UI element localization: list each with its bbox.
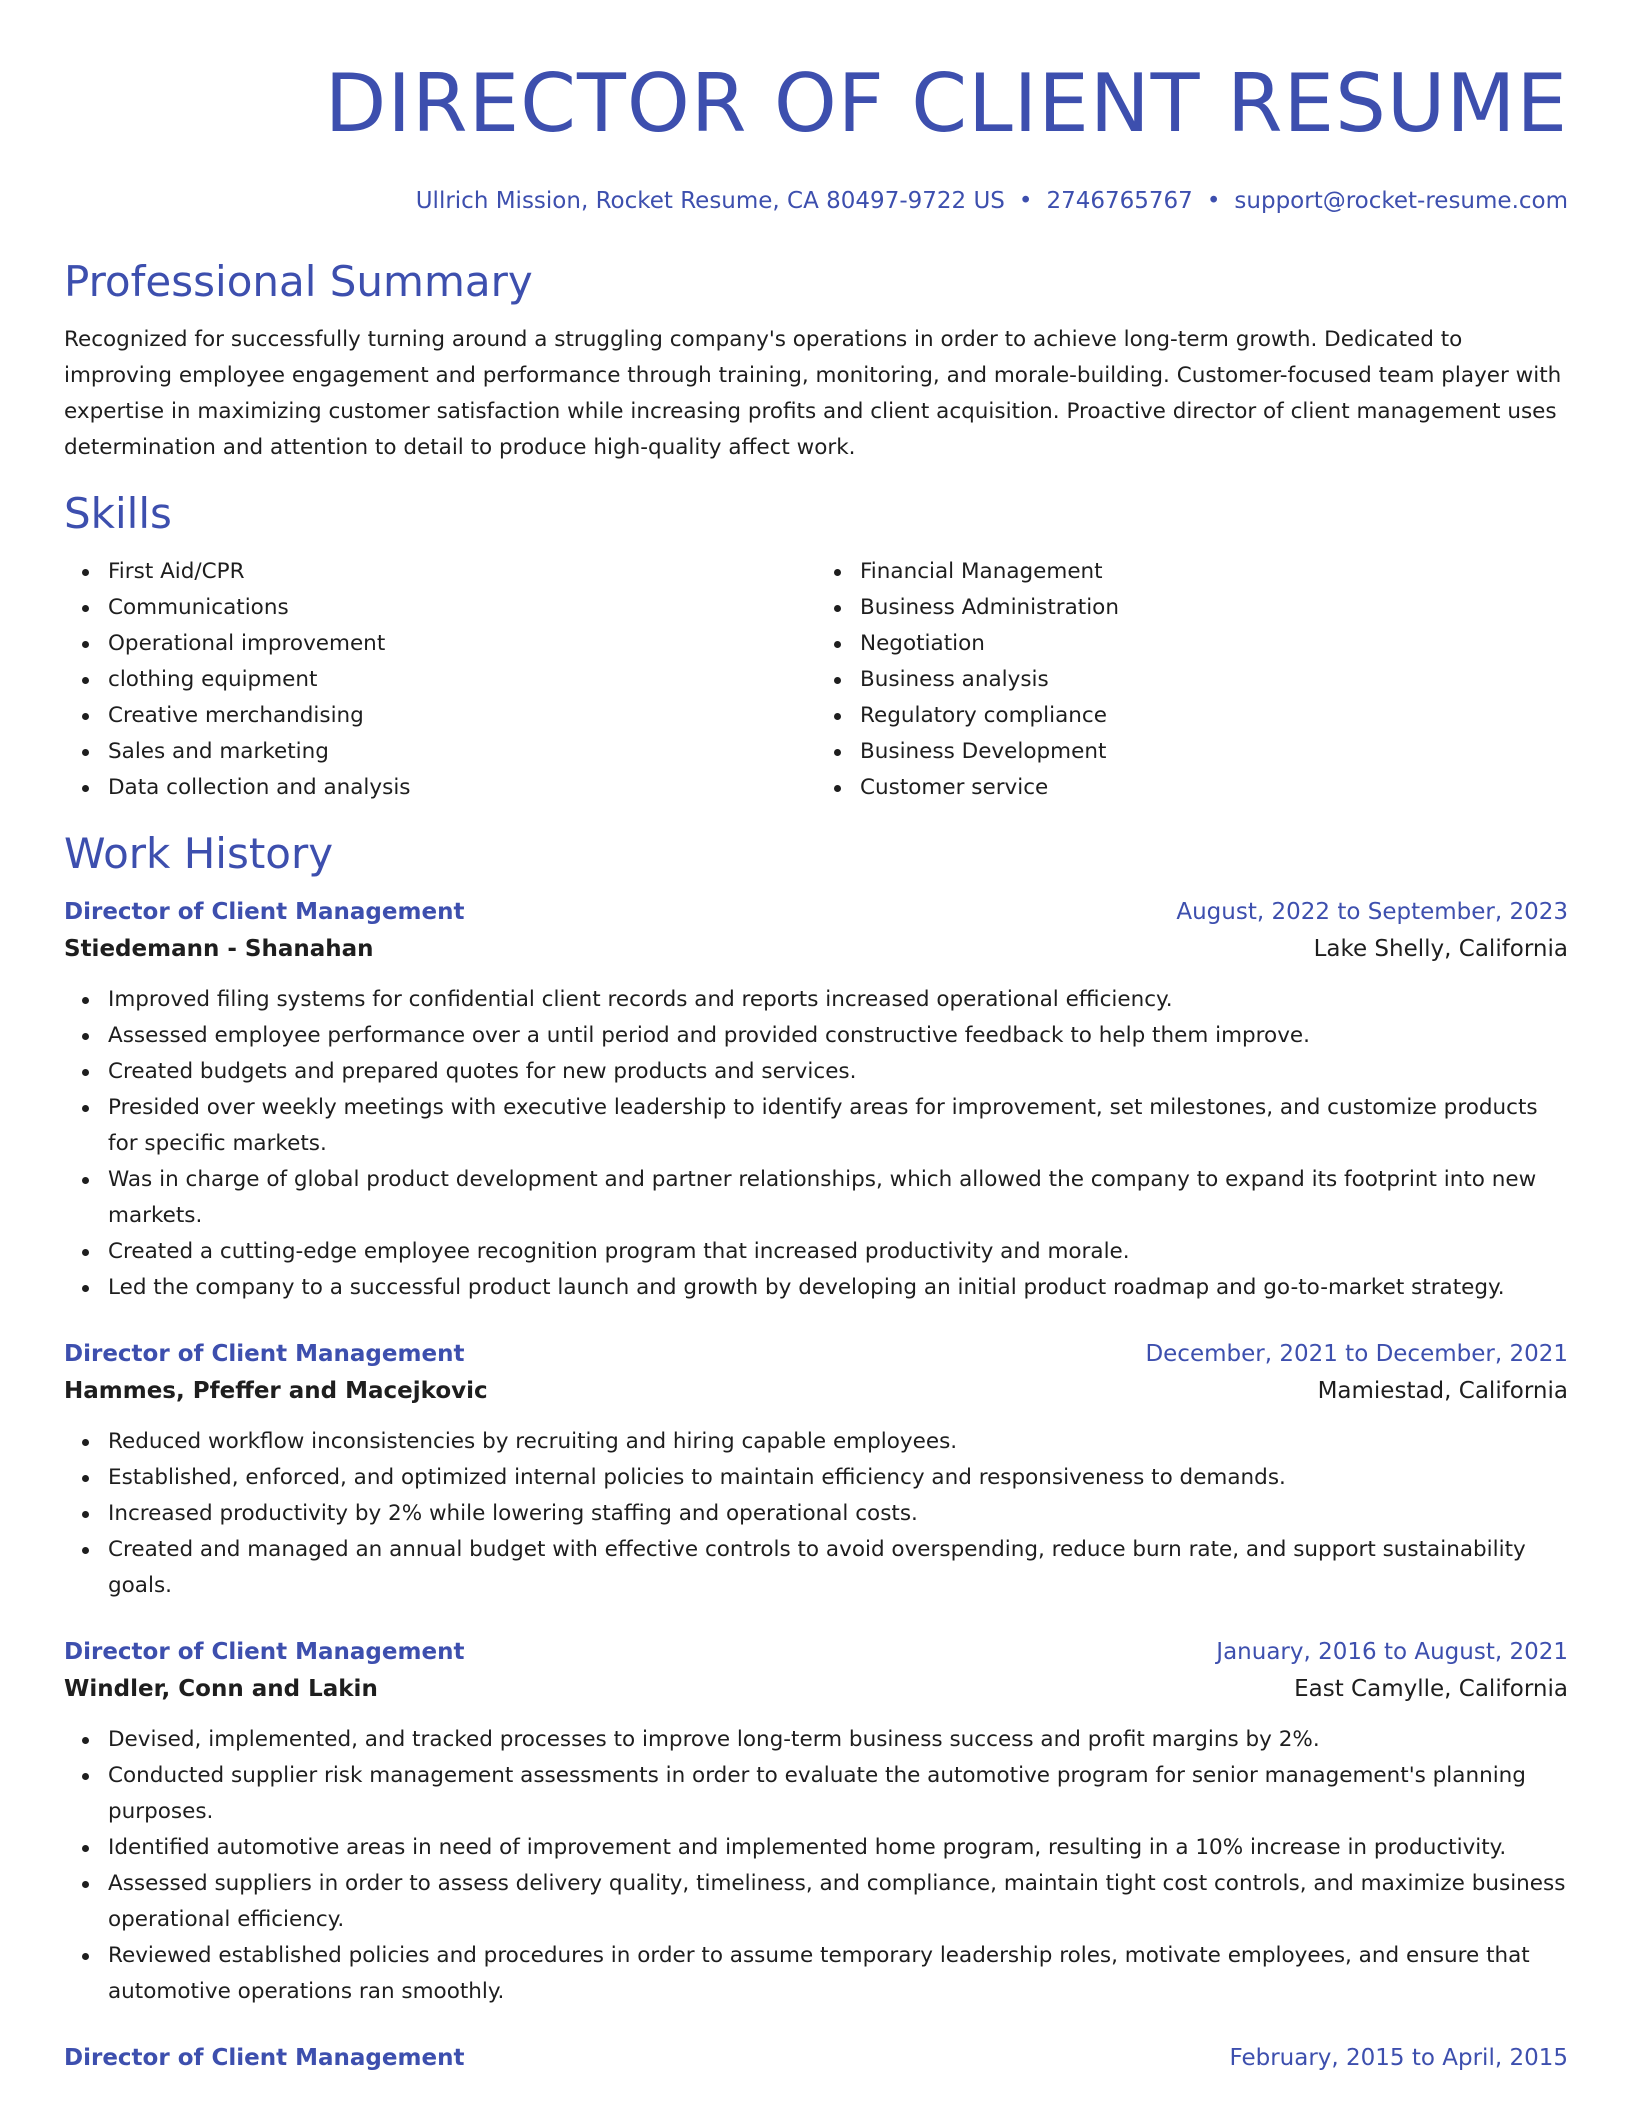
skill-item: Negotiation	[860, 626, 1568, 662]
skill-item: Business analysis	[860, 662, 1568, 698]
job-header	[64, 1336, 1568, 1372]
job-subheader	[64, 1670, 1568, 1708]
job-bullet: Established, enforced, and optimized internal policies to maintain efficiency and responsiveness to demands.	[108, 1460, 1568, 1496]
job-dates: August, 2022 to September, 2023	[1176, 899, 1568, 925]
contact-separator: •	[1018, 188, 1033, 214]
job-title: Director of Client Management	[64, 2045, 465, 2071]
job-bullet: Created a cutting-edge employee recognition program that increased productivity and morale.	[108, 1234, 1568, 1270]
job-header	[64, 2040, 1568, 2076]
job-title: Director of Client Management	[64, 1639, 465, 1665]
skill-item: Creative merchandising	[108, 698, 816, 734]
job-bullet: Led the company to a successful product launch and growth by developing an initial product roadmap and go-to-market strategy.	[108, 1270, 1568, 1306]
skill-item: Regulatory compliance	[860, 698, 1568, 734]
skills-column-left	[64, 554, 816, 806]
job-bullet: Identified automotive areas in need of improvement and implemented home program, resulting in a 10% increase in productivity.	[108, 1830, 1568, 1866]
job-bullets	[64, 1722, 1568, 2010]
job-bullet: Created and managed an annual budget with effective controls to avoid overspending, reduce burn rate, and support sustainability goals.	[108, 1532, 1568, 1604]
contact-separator: •	[1206, 188, 1221, 214]
job-header	[64, 1634, 1568, 1670]
job-subheader	[64, 1372, 1568, 1410]
contact-address: Ullrich Mission, Rocket Resume, CA 80497-9722 US	[415, 188, 1005, 214]
job-bullet: Presided over weekly meetings with executive leadership to identify areas for improvement, set milestones, and customize products for specific markets.	[108, 1090, 1568, 1162]
contact-email: support@rocket-resume.com	[1234, 188, 1568, 214]
skill-item: Financial Management	[860, 554, 1568, 590]
job-dates: January, 2016 to August, 2021	[1216, 1639, 1568, 1665]
skills-list	[64, 554, 1568, 806]
skill-item: Sales and marketing	[108, 734, 816, 770]
skills-column-right	[816, 554, 1568, 806]
job-entry	[64, 894, 1568, 1306]
job-bullet: Reviewed established policies and procedures in order to assume temporary leadership roles, motivate employees, and ensure that automotive operations ran smoothly.	[108, 1938, 1568, 2010]
job-bullet: Increased productivity by 2% while lowering staffing and operational costs.	[108, 1496, 1568, 1532]
resume-title: DIRECTOR OF CLIENT RESUME	[324, 57, 1568, 150]
skill-item: clothing equipment	[108, 662, 816, 698]
job-bullet: Improved filing systems for confidential client records and reports increased operational efficiency.	[108, 982, 1568, 1018]
skill-item: Business Administration	[860, 590, 1568, 626]
job-company: Hammes, Pfeffer and Macejkovic	[64, 1378, 488, 1404]
summary-text: Recognized for successfully turning around a struggling company's operations in order to achieve long-term growth. Dedicated to improving employee engagement and performance through training, monitoring, and morale-building. Customer-focused team player with expertise in maximizing customer satisfaction while increasing profits and client acquisition. Proactive director of client management uses determination and attention to detail to produce high-quality affect work.	[64, 327, 1562, 460]
job-entry	[64, 1336, 1568, 1604]
job-company: Stiedemann - Shanahan	[64, 936, 374, 962]
job-bullet: Reduced workflow inconsistencies by recruiting and hiring capable employees.	[108, 1424, 1568, 1460]
skill-item: Business Development	[860, 734, 1568, 770]
job-bullet: Assessed employee performance over a until period and provided constructive feedback to help them improve.	[108, 1018, 1568, 1054]
job-subheader	[64, 930, 1568, 968]
job-bullet: Conducted supplier risk management assessments in order to evaluate the automotive program for senior management's planning purposes.	[108, 1758, 1568, 1830]
job-bullets	[64, 982, 1568, 1306]
job-entry	[64, 1634, 1568, 2010]
work-heading: Work History	[64, 829, 334, 878]
skill-item: Communications	[108, 590, 816, 626]
summary-heading: Professional Summary	[64, 257, 533, 306]
job-bullet: Created budgets and prepared quotes for new products and services.	[108, 1054, 1568, 1090]
job-location: Lake Shelly, California	[1313, 936, 1568, 962]
job-bullet: Devised, implemented, and tracked processes to improve long-term business success and profit margins by 2%.	[108, 1722, 1568, 1758]
job-bullet: Was in charge of global product development and partner relationships, which allowed the company to expand its footprint into new markets.	[108, 1162, 1568, 1234]
skills-heading: Skills	[64, 489, 172, 538]
job-location: East Camylle, California	[1294, 1676, 1568, 1702]
skill-item: First Aid/CPR	[108, 554, 816, 590]
contact-line	[64, 186, 1568, 216]
job-dates: February, 2015 to April, 2015	[1229, 2045, 1568, 2071]
job-header	[64, 894, 1568, 930]
skill-item: Customer service	[860, 770, 1568, 806]
job-title: Director of Client Management	[64, 1341, 465, 1367]
skill-item: Operational improvement	[108, 626, 816, 662]
skill-item: Data collection and analysis	[108, 770, 816, 806]
job-dates: December, 2021 to December, 2021	[1145, 1341, 1568, 1367]
job-company: Windler, Conn and Lakin	[64, 1676, 378, 1702]
job-bullets	[64, 1424, 1568, 1604]
job-bullet: Assessed suppliers in order to assess delivery quality, timeliness, and compliance, maintain tight cost controls, and maximize business operational efficiency.	[108, 1866, 1568, 1938]
job-title: Director of Client Management	[64, 899, 465, 925]
job-entry	[64, 2040, 1568, 2076]
contact-phone: 2746765767	[1046, 188, 1193, 214]
job-location: Mamiestad, California	[1317, 1378, 1568, 1404]
